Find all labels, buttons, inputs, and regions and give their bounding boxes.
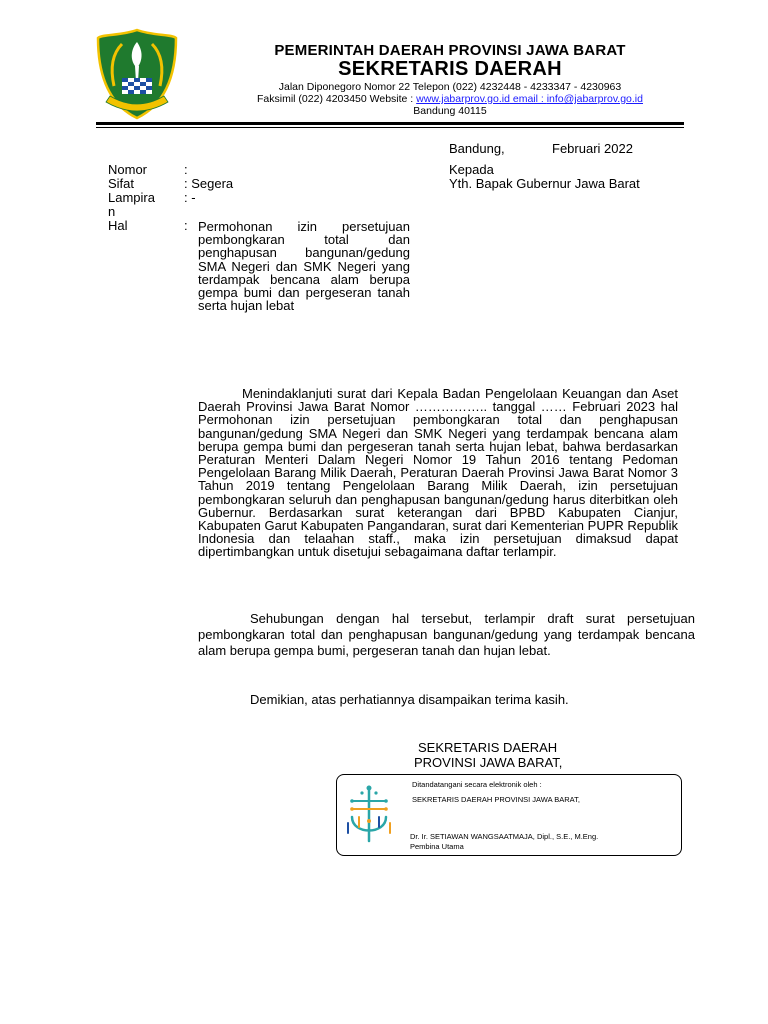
nomor-label: Nomor: [108, 162, 148, 177]
header-divider-thin: [96, 127, 684, 128]
bsre-signature-icon: [344, 783, 394, 845]
jawa-barat-emblem-logo: [96, 28, 178, 120]
signer-name: Dr. Ir. SETIAWAN WANGSAATMAJA, Dipl., S.E., M.Eng.: [410, 832, 599, 841]
office-title: SEKRETARIS DAERAH: [338, 58, 562, 80]
paragraph-1-text: Menindaklanjuti surat dari Kepala Badan Pengelolaan Keuangan dan Aset Daerah Provinsi Jawa Barat Nomor …………….. tanggal …… Februari 2023 hal Permohonan izin persetujuan pembongkaran total dan penghapusan bangunan/gedung SMA Negeri dan SMK Negeri yang terdampak bencana alam berupa gempa bumi dan pergeseran tanah serta hujan lebat, bahwa berdasarkan Peraturan Menteri Dalam Negeri Nomor 19 Tahun 2016 tentang Pedoman Pengelolaan Barang Milik Daerah, Peraturan Daerah Provinsi Jawa Barat Nomor 3 Tahun 2019 tentang Pengelolaan Barang Milik Daerah, izin persetujuan pembongkaran seluruh dan penghapusan bangunan/gedung harus diterbitkan oleh Gubernur. Berdasarkan surat keterangan dari BPBD Kabupaten Cianjur, Kabupaten Garut Kabupaten Pangandaran, surat dari Kementerian PUPR Republik Indonesia dan telaahan staff., maka izin persetujuan dimaksud dapat dipertimbangkan untuk disetujui sebagaimana daftar terlampir.: [198, 386, 678, 560]
government-name: PEMERINTAH DAERAH PROVINSI JAWA BARAT: [274, 42, 626, 59]
signer-office: SEKRETARIS DAERAH PROVINSI JAWA BARAT,: [412, 795, 580, 804]
hal-label: Hal: [108, 218, 128, 233]
signature-title-2: PROVINSI JAWA BARAT,: [414, 755, 563, 770]
recipient-name: Yth. Bapak Gubernur Jawa Barat: [449, 176, 640, 191]
date-city: Bandung,: [449, 141, 505, 156]
paragraph-1: [198, 387, 678, 559]
signer-rank: Pembina Utama: [410, 842, 464, 851]
email-link[interactable]: info@jabarprov.go.id: [546, 93, 643, 105]
date-value: Februari 2022: [552, 141, 633, 156]
hal-colon: :: [184, 218, 188, 233]
nomor-value: :: [184, 162, 188, 177]
lampiran-value: : -: [184, 190, 196, 205]
hal-subject: Permohonan izin persetujuan pembongkaran total dan penghapusan bangunan/gedung SMA Negeri dan SMK Negeri yang terdampak bencana alam berupa gempa bumi dan pergeseran tanah serta hujan lebat: [198, 219, 410, 314]
recipient-kepada: Kepada: [449, 162, 494, 177]
closing-sentence: Demikian, atas perhatiannya disampaikan terima kasih.: [250, 692, 569, 707]
fax-label: Faksimil (022) 4203450 Website :: [257, 93, 417, 105]
city-postal-line: Bandung 40115: [413, 105, 487, 117]
sifat-value: : Segera: [184, 176, 234, 191]
website-link[interactable]: www.jabarprov.go.id: [416, 93, 510, 105]
signature-title-1: SEKRETARIS DAERAH: [418, 740, 558, 755]
header-divider-thick: [96, 122, 684, 125]
address-line: Jalan Diponegoro Nomor 22 Telepon (022) 4232448 - 4233347 - 4230963: [278, 81, 622, 93]
paragraph-2-text: Sehubungan dengan hal tersebut, terlampir draft surat persetujuan pembongkaran total dan penghapusan bangunan/gedung yang terdampak bencana alam berupa gempa bumi, pergeseran tanah dan hujan lebat.: [198, 611, 695, 659]
email-label: email :: [509, 93, 547, 105]
fax-website-line: [185, 93, 715, 105]
signed-electronically-note: Ditandatangani secara elektronik oleh :: [412, 780, 542, 789]
paragraph-2: [198, 611, 695, 660]
lampiran-label-1: Lampira: [108, 190, 155, 205]
lampiran-label-2: n: [108, 204, 116, 219]
sifat-label: Sifat: [108, 176, 135, 191]
